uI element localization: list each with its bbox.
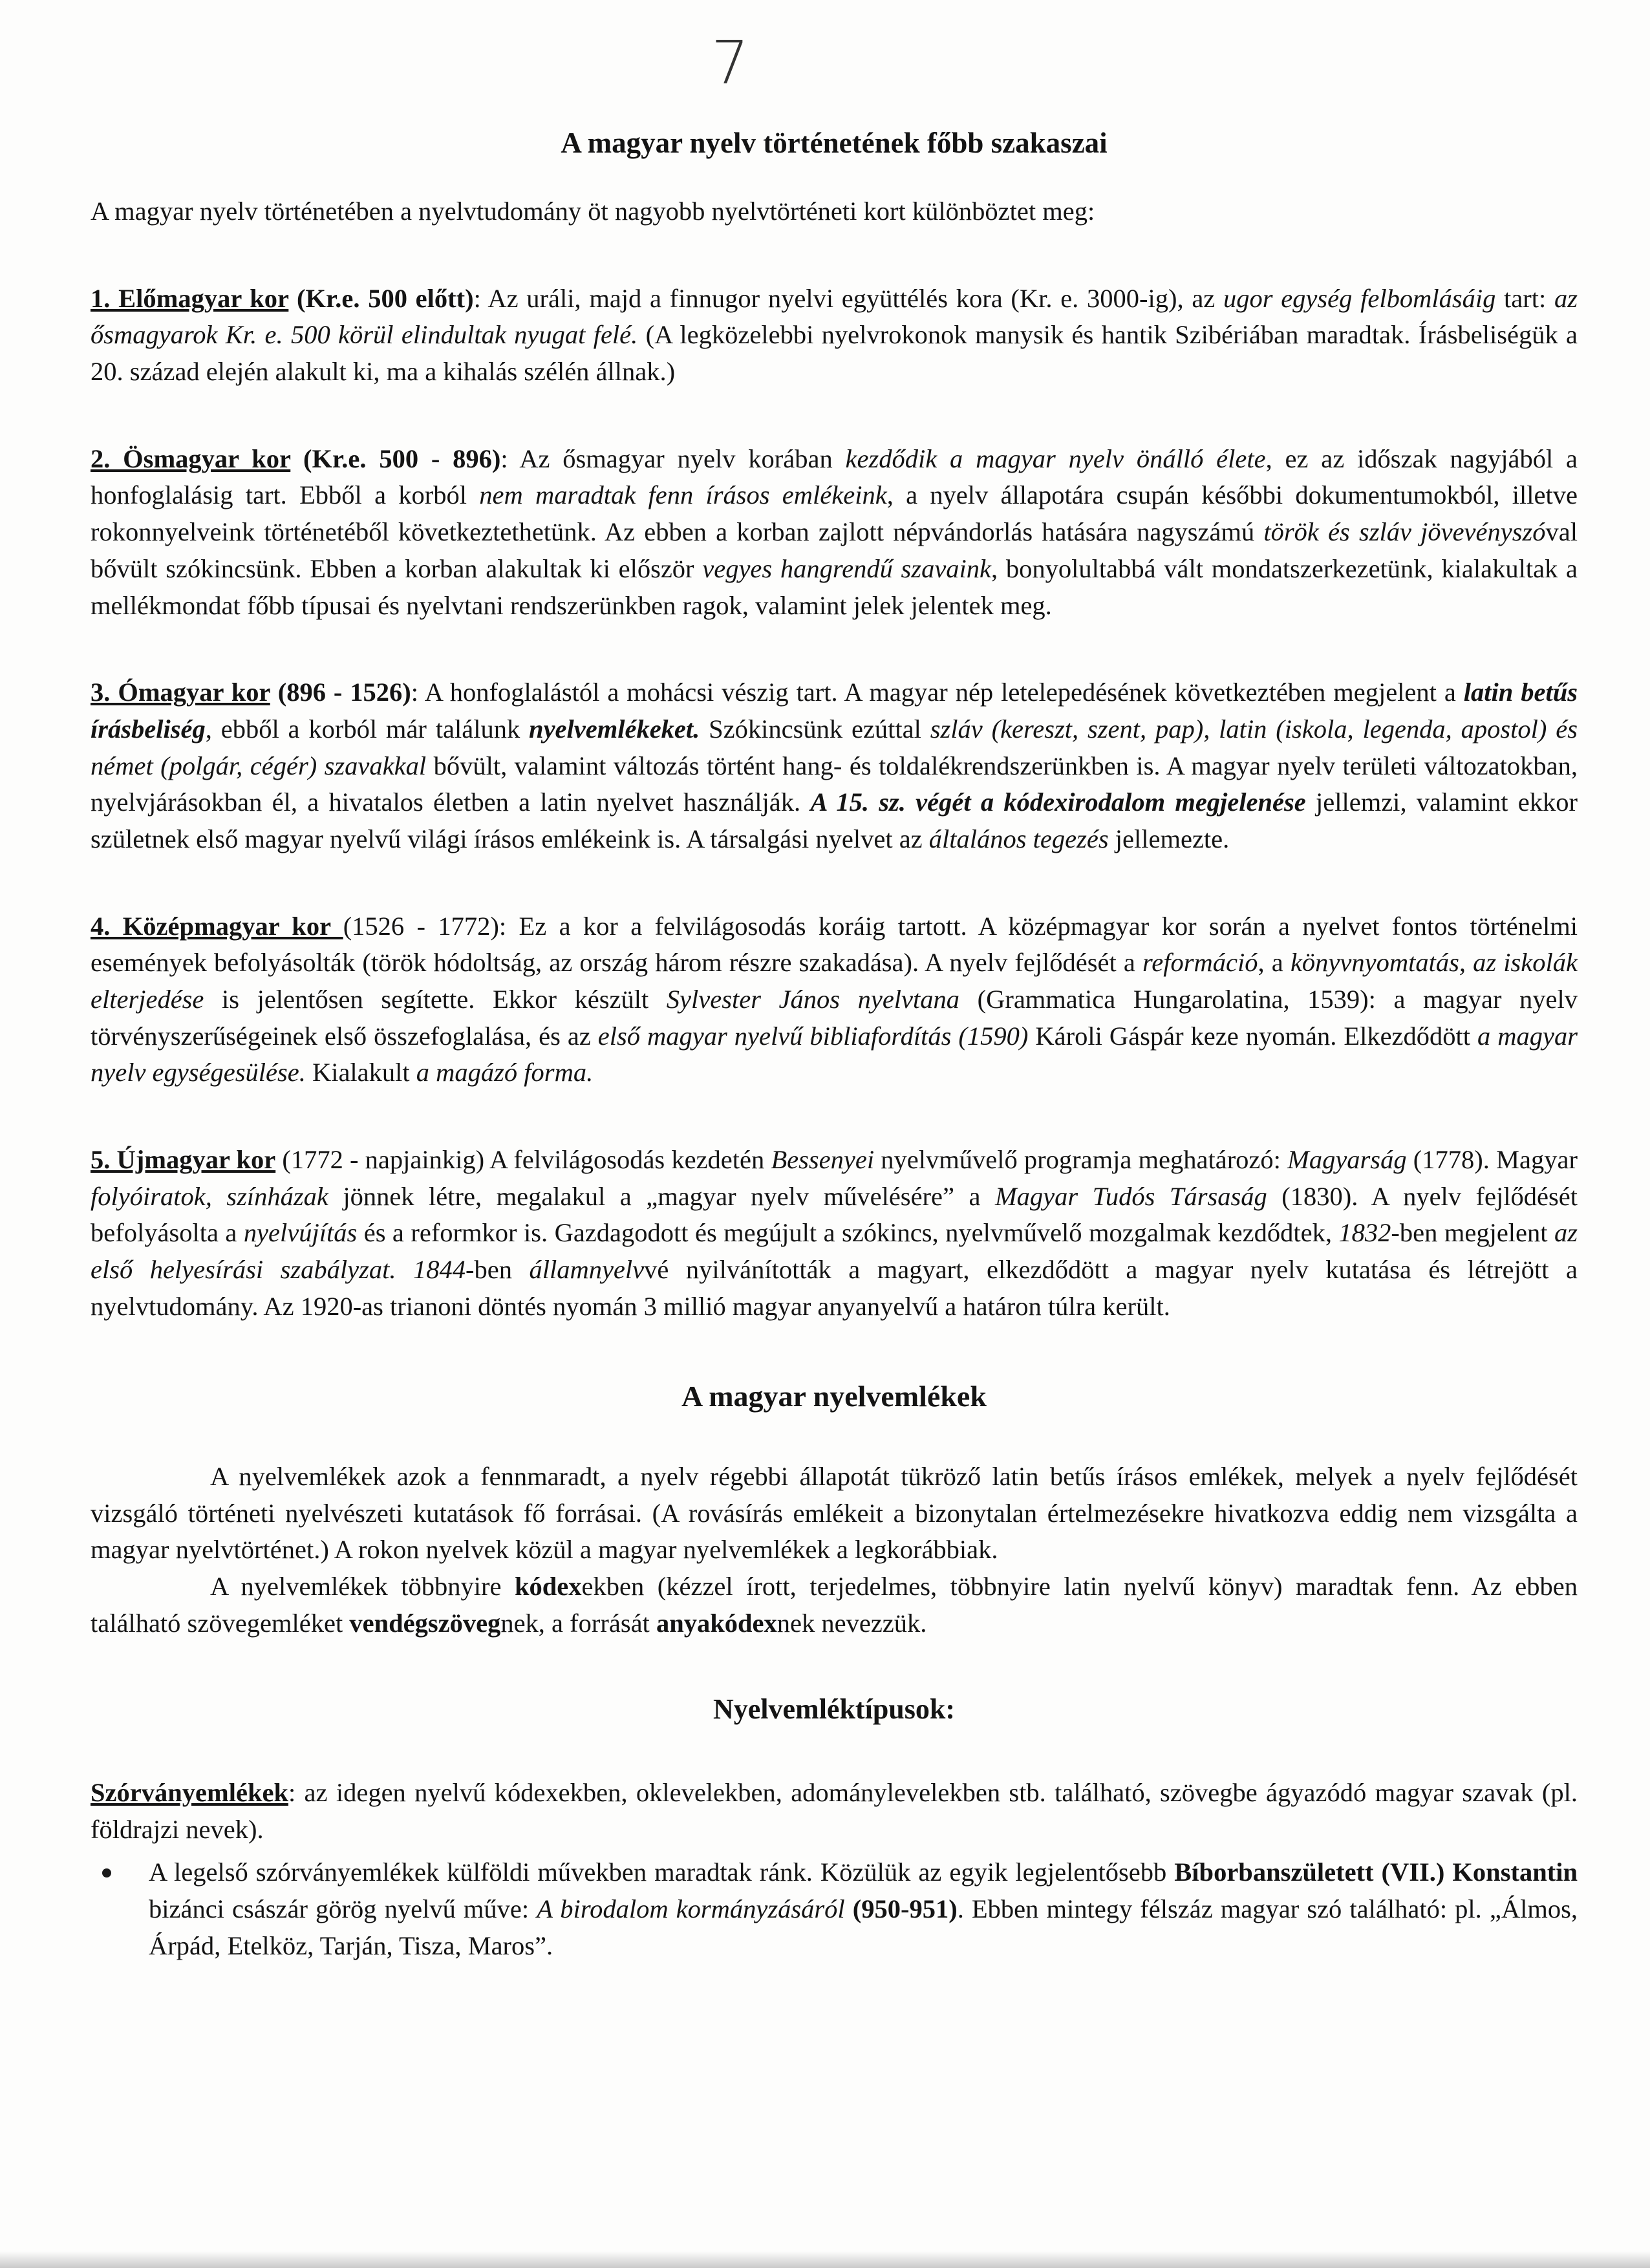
period-3-text: bővült, valamint változás történt hang- és toldalékrendszerünkben is. A magyar nyelv területi változatokban, nyelvjárásokban él, a hivatalos életben a latin nyelvet használják. (91, 751, 1578, 817)
term-vendegszoveg: vendégszöveg (349, 1608, 501, 1638)
paragraph-text: ekben (kézzel írott, terjedelmes, többnyire latin nyelvű könyv) maradtak fenn. Az ebben található szövegemléket (91, 1571, 1578, 1638)
paragraph-text: A nyelvemlékek többnyire (210, 1571, 515, 1601)
period-5-text: (1778). Magyar (1406, 1145, 1578, 1175)
period-5-text: jönnek létre, megalakul a „magyar nyelv művelésére” a (328, 1181, 995, 1211)
period-3-text: : A honfoglalástól a mohácsi vészig tart. A magyar nép letelepedésének következtében megjelent a (411, 678, 1464, 707)
period-5-text: (1830). A nyelv fejlődését befolyásolta a (91, 1181, 1578, 1248)
period-5-italic: 1832 (1338, 1218, 1391, 1248)
period-2-text: val bővült szókincsünk. Ebben a korban alakultak ki először (91, 517, 1578, 583)
period-1-name: 1. Előmagyar kor (91, 283, 289, 313)
period-3-text: Szókincsünk ezúttal (700, 714, 930, 744)
section-heading-nyelvemlekek: A magyar nyelvemlékek (681, 1379, 987, 1413)
period-3-italic: szláv (kereszt, szent, pap), latin (iskola, legenda, apostol) és német (polgár, cégér) szavakkal (91, 714, 1578, 780)
period-3-text: jellemzi, valamint ekkor születnek első magyar nyelvű világi írásos emlékeink is. A társalgási nyelvet az (91, 787, 1578, 853)
period-5-text: és a reformkor is. Gazdagodott és megújult a szókincs, nyelvművelő mozgalmak kezdődtek, (357, 1218, 1339, 1248)
period-4-italic: első magyar nyelvű bibliafordítás (1590) (597, 1021, 1029, 1051)
period-5-text: -ben (466, 1255, 530, 1285)
bullet-icon (102, 1868, 111, 1878)
period-5-italic: Magyar Tudós Társaság (994, 1181, 1267, 1211)
period-2-text: , a nyelv állapotára csupán későbbi dokumentumokból, illetve rokonnyelveink történetéből következtethetünk. Az ebben a korban zajlott népvándorlás hatására nagyszámú (91, 480, 1578, 547)
intro-paragraph: A magyar nyelv történetében a nyelvtudomány öt nagyobb nyelvtörténeti kort különböztet meg: (91, 197, 1095, 226)
period-5-paragraph (91, 1142, 1578, 1325)
period-4-text: Kialakult (305, 1058, 416, 1087)
period-2-text: : Az ősmagyar nyelv korában (500, 444, 846, 473)
document-title: A magyar nyelv történetének főbb szakaszai (561, 127, 1108, 159)
list-item-bold: (950-951) (852, 1894, 958, 1923)
period-5-italic: Magyarság (1287, 1145, 1407, 1175)
period-1-italic: ugor egység felbomlásáig (1223, 283, 1496, 313)
paragraph-text: nek, a forrását (500, 1608, 656, 1638)
period-3-text: jellemezte. (1108, 824, 1230, 853)
section-heading-nyelvemlektipusok: Nyelvemléktípusok: (713, 1693, 955, 1726)
definition-text: : az idegen nyelvű kódexekben, oklevelekben, adománylevelekben stb. található, szövegbe ágyazódó magyar szavak (pl. földrajzi nevek). (91, 1777, 1578, 1844)
period-4-text: , a (1258, 948, 1291, 978)
handwritten-page-mark: 7 (711, 28, 749, 98)
period-2-italic: török és szláv jövevényszó (1263, 517, 1546, 547)
period-3-range: (896 - 1526) (270, 678, 411, 707)
period-2-italic: nem maradtak fenn írásos emlékeink (479, 480, 887, 510)
period-3-bold-italic: A 15. sz. végét a kódexirodalom megjelenése (810, 787, 1306, 817)
list-item-text: bizánci császár görög nyelvű műve: (149, 1894, 537, 1923)
document-page (91, 103, 1578, 1964)
period-4-text: (Grammatica Hungarolatina, 1539): a magyar nyelv törvényszerűségeinek első összefoglalása, és az (91, 985, 1578, 1051)
period-4-name: 4. Középmagyar kor (91, 911, 343, 941)
period-4-italic: a magázó forma. (416, 1058, 594, 1087)
period-3-name: 3. Ómagyar kor (91, 678, 270, 707)
period-5-name: 5. Újmagyar kor (91, 1145, 276, 1175)
period-5-text: A felvilágosodás kezdetén (484, 1145, 771, 1175)
period-1-text: : Az uráli, majd a finnugor nyelvi együttélés kora (Kr. e. 3000-ig), az (473, 283, 1223, 313)
period-5-text: vé nyilvánították a magyart, elkezdődött a magyar nyelv kutatása és létrejött a nyelvtudomány. Az 1920-as trianoni döntés nyomán 3 millió magyar anyanyelvű a határon túlra került. (91, 1255, 1578, 1321)
period-2-text: , ez az időszak nagyjából a honfoglalásig tart. Ebből a korból (91, 444, 1578, 510)
period-4-paragraph (91, 908, 1578, 1091)
paragraph-text: nek nevezzük. (777, 1608, 927, 1638)
nyelvemlekek-paragraph-1: A nyelvemlékek azok a fennmaradt, a nyelv régebbi állapotát tükröző latin betűs írásos emlékek, melyek a nyelv fejlődését vizsgáló történeti nyelvészeti kutatások fő forrásai. (A rovásírás emlékeit a bizonytalan értelmezésekre hivatkozva eddig nem vizsgálta a magyar nyelvtörténet.) A rokon nyelvek közül a magyar nyelvemlékek a legkorábbiak. (91, 1461, 1578, 1565)
period-2-text: , bonyolultabbá vált mondatszerkezetünk, kialakultak a mellékmondat főbb típusai és nyelvtani rendszerünkben ragok, valamint jelek jelentek meg. (91, 553, 1578, 620)
period-3-bold-italic: nyelvemlékeket. (529, 714, 700, 744)
period-2-italic: kezdődik a magyar nyelv önálló élete (845, 444, 1266, 473)
period-1-italic: az ősmagyarok Kr. e. 500 körül elindultak nyugat felé. (91, 283, 1578, 350)
term-anyakodex: anyakódex (656, 1608, 777, 1638)
period-4-italic: a magyar nyelv egységesülése. (91, 1021, 1578, 1087)
period-4-text: Károli Gáspár keze nyomán. Elkezdődött (1028, 1021, 1478, 1051)
period-5-text: -ben megjelent (1391, 1218, 1554, 1248)
period-5-text: nyelvművelő programja meghatározó: (874, 1145, 1288, 1175)
period-4-italic: könyvnyomtatás, az iskolák elterjedése (91, 948, 1578, 1014)
list-item-text: . Ebben mintegy félszáz magyar szó található: pl. „Álmos, Árpád, Etelköz, Tarján, Tisza, Maros”. (149, 1894, 1578, 1960)
term-kodex: kódex (515, 1571, 582, 1601)
period-1-text: tart: (1495, 283, 1554, 313)
period-1-paragraph (91, 281, 1578, 390)
period-5-italic: nyelvújítás (243, 1218, 358, 1248)
period-1-range: (Kr.e. 500 előtt) (288, 283, 474, 313)
period-4-range: (1526 - 1772) (343, 911, 499, 941)
period-4-italic: reformáció (1142, 948, 1258, 978)
nyelvemlekek-paragraph-2 (91, 1568, 1578, 1642)
period-5-italic: az első helyesírási szabályzat. 1844 (91, 1218, 1578, 1285)
period-2-paragraph (91, 441, 1578, 624)
list-item-text: A legelső szórványemlékek külföldi művekben maradtak ránk. Közülük az egyik legjelentősebb (149, 1857, 1175, 1887)
list-item-italic: A birodalom kormányzásáról (537, 1894, 845, 1923)
period-2-name: 2. Ösmagyar kor (91, 444, 291, 473)
period-4-text: is jelentősen segítette. Ekkor készült (204, 985, 667, 1014)
period-4-italic: Sylvester János nyelvtana (666, 985, 960, 1014)
period-2-italic: vegyes hangrendű szavaink (702, 553, 992, 583)
period-5-italic: folyóiratok, színházak (91, 1181, 328, 1211)
term-szorvanyemlekek: Szórványemlékek (91, 1777, 288, 1807)
scan-bottom-edge (0, 2251, 1650, 2268)
period-3-text: , ebből a korból már találunk (205, 714, 530, 744)
period-3-paragraph (91, 674, 1578, 857)
period-4-text: : Ez a kor a felvilágosodás koráig tartott. A középmagyar kor során a nyelvet fontos történelmi események befolyásolták (török hódoltság, az ország három részre szakadása). A nyelv fejlődését a (91, 911, 1578, 978)
period-5-range: (1772 - napjainkig) (275, 1145, 485, 1175)
period-5-italic: államnyelv (529, 1255, 645, 1285)
list-item (91, 1854, 1578, 1964)
period-5-italic: Bessenyei (771, 1145, 875, 1175)
period-1-text: (A legközelebbi nyelvrokonok manysik és hantik Szibériában maradtak. Írásbeliségük a 20. század elején alakult ki, ma a kihalás szélén állnak.) (91, 320, 1578, 387)
list-item-bold: Bíborbanszületett (VII.) Konstantin (1174, 1857, 1578, 1887)
szorvanyemlekek-definition (91, 1775, 1578, 1848)
period-3-italic: általános tegezés (928, 824, 1109, 853)
period-2-range: (Kr.e. 500 - 896) (290, 444, 501, 473)
list-item-text (845, 1894, 853, 1923)
period-3-bold-italic: latin betűs írásbeliség (91, 678, 1578, 744)
